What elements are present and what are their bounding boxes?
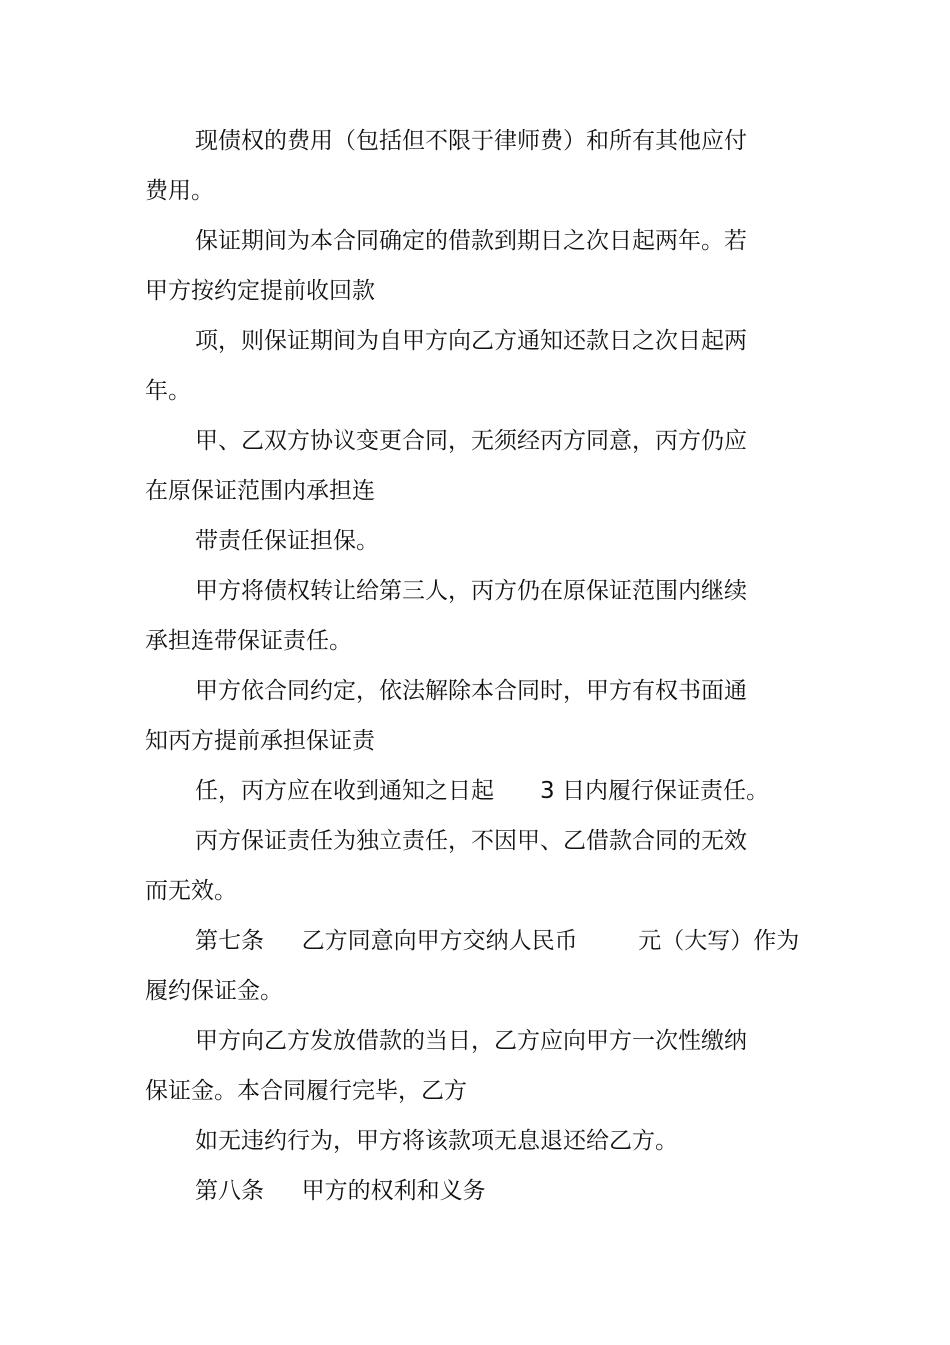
- text-line: 承担连带保证责任。: [145, 628, 352, 654]
- text-line: 带责任保证担保。: [195, 528, 379, 554]
- text-line: 任，丙方应在收到通知之日起 3 日内履行保证责任。: [195, 778, 769, 804]
- text-line: 甲方将债权转让给第三人，丙方仍在原保证范围内继续: [195, 578, 747, 604]
- text-line: 甲、乙双方协议变更合同，无须经丙方同意，丙方仍应: [195, 428, 747, 454]
- text-line: 甲方依合同约定，依法解除本合同时，甲方有权书面通: [195, 678, 747, 704]
- text-line: 如无违约行为，甲方将该款项无息退还给乙方。: [195, 1128, 678, 1154]
- text-line: 费用。: [145, 178, 214, 204]
- text-line: 知丙方提前承担保证责: [145, 728, 375, 754]
- text-line: 甲方按约定提前收回款: [145, 278, 375, 304]
- text-line: 保证期间为本合同确定的借款到期日之次日起两年。若: [195, 228, 747, 254]
- text-line: 履约保证金。: [145, 978, 283, 1004]
- text-line: 第八条 甲方的权利和义务: [195, 1178, 486, 1204]
- text-line: 而无效。: [145, 878, 237, 904]
- text-line: 第七条 乙方同意向甲方交纳人民币 元（大写）作为: [195, 928, 800, 954]
- text-line: 保证金。本合同履行完毕，乙方: [145, 1078, 467, 1104]
- text-line: 甲方向乙方发放借款的当日，乙方应向甲方一次性缴纳: [195, 1028, 747, 1054]
- text-line: 项，则保证期间为自甲方向乙方通知还款日之次日起两: [195, 328, 747, 354]
- text-line: 年。: [145, 378, 191, 404]
- text-line: 在原保证范围内承担连: [145, 478, 375, 504]
- text-line: 现债权的费用（包括但不限于律师费）和所有其他应付: [195, 128, 747, 154]
- text-line: 丙方保证责任为独立责任，不因甲、乙借款合同的无效: [195, 828, 747, 854]
